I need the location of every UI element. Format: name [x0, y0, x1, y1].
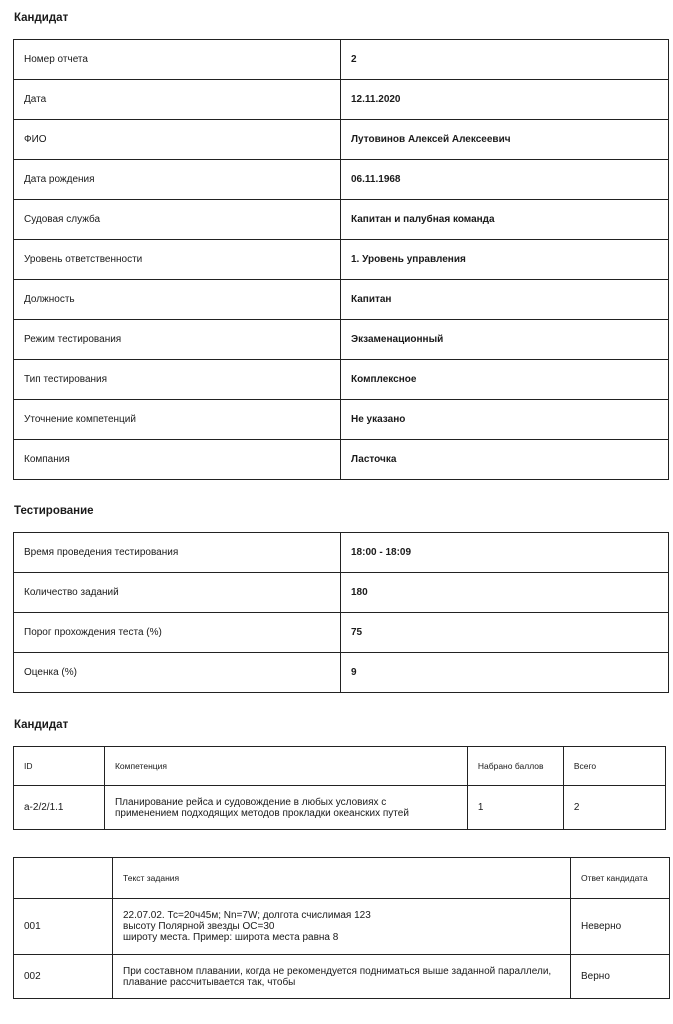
- row-value: 1. Уровень управления: [341, 240, 669, 280]
- table-header-row: [14, 747, 666, 786]
- row-value: 06.11.1968: [341, 160, 669, 200]
- header-answer: Ответ кандидата: [571, 858, 670, 899]
- task-text-line: плавание рассчитывается так, чтобы: [123, 976, 296, 988]
- task-text: [113, 955, 571, 999]
- row-label: Время проведения тестирования: [14, 533, 341, 573]
- competence-score: 1: [467, 786, 563, 830]
- header-task-text: Текст задания: [113, 858, 571, 899]
- task-text-line: широту места. Пример: широта места равна 8: [123, 932, 339, 943]
- table-row: [14, 533, 669, 573]
- row-value: Капитан: [341, 280, 669, 320]
- table-row: [14, 40, 669, 80]
- table-row: [14, 200, 669, 240]
- row-label: Дата рождения: [14, 160, 341, 200]
- row-label: Должность: [14, 280, 341, 320]
- row-label: Уточнение компетенций: [14, 400, 341, 440]
- row-value: 180: [341, 573, 669, 613]
- competence-id: a-2/2/1.1: [14, 786, 105, 830]
- table-row: [14, 955, 670, 999]
- row-value: 18:00 - 18:09: [341, 533, 669, 573]
- row-label: Уровень ответственности: [14, 240, 341, 280]
- row-value: Ласточка: [341, 440, 669, 480]
- task-answer: Верно: [571, 955, 670, 999]
- row-label: Дата: [14, 80, 341, 120]
- row-label: Количество заданий: [14, 573, 341, 613]
- candidate-info-table: [13, 39, 669, 480]
- row-value: 9: [341, 653, 669, 693]
- table-row: [14, 240, 669, 280]
- competence-total: 2: [563, 786, 665, 830]
- row-label: Режим тестирования: [14, 320, 341, 360]
- header-competence: Компетенция: [104, 747, 467, 786]
- row-label: ФИО: [14, 120, 341, 160]
- row-label: Компания: [14, 440, 341, 480]
- task-number: 001: [14, 899, 113, 955]
- row-value: Комплексное: [341, 360, 669, 400]
- row-label: Оценка (%): [14, 653, 341, 693]
- competences-section-title: Кандидат: [14, 719, 69, 731]
- table-row: [14, 80, 669, 120]
- testing-section-title: Тестирование: [14, 505, 94, 517]
- competences-table: [13, 746, 666, 830]
- competence-line: применением подходящих методов прокладки океанских путей: [114, 807, 409, 819]
- row-value: 75: [341, 613, 669, 653]
- table-row: [14, 280, 669, 320]
- table-row: [14, 160, 669, 200]
- competence-line: Планирование рейса и судовождение в любых условиях с: [114, 796, 387, 808]
- row-label: Тип тестирования: [14, 360, 341, 400]
- task-text-line: высоту Полярной звезды ОС=30: [123, 921, 275, 932]
- task-text-line: При составном плавании, когда не рекомендуется подниматься выше заданной параллели,: [123, 965, 552, 977]
- task-number: 002: [14, 955, 113, 999]
- row-label: Номер отчета: [14, 40, 341, 80]
- header-score: Набрано баллов: [467, 747, 563, 786]
- table-row: [14, 899, 670, 955]
- task-text-line: 22.07.02. Тс=20ч45м; Nn=7W; долгота счислимая 123: [123, 910, 371, 921]
- table-row: [14, 320, 669, 360]
- table-row: [14, 400, 669, 440]
- header-number: [14, 858, 113, 899]
- row-value: Лутовинов Алексей Алексеевич: [341, 120, 669, 160]
- task-text: [113, 899, 571, 955]
- row-value: Экзаменационный: [341, 320, 669, 360]
- table-row: [14, 786, 666, 830]
- testing-info-table: [13, 532, 669, 693]
- row-value: 12.11.2020: [341, 80, 669, 120]
- table-row: [14, 573, 669, 613]
- row-value: Капитан и палубная команда: [341, 200, 669, 240]
- table-header-row: [14, 858, 670, 899]
- header-id: ID: [14, 747, 105, 786]
- header-total: Всего: [563, 747, 665, 786]
- row-label: Судовая служба: [14, 200, 341, 240]
- competence-description: [104, 786, 467, 830]
- table-row: [14, 613, 669, 653]
- candidate-section-title: Кандидат: [14, 12, 69, 24]
- row-value: Не указано: [341, 400, 669, 440]
- tasks-table: [13, 857, 670, 999]
- table-row: [14, 440, 669, 480]
- table-row: [14, 120, 669, 160]
- task-answer: Неверно: [571, 899, 670, 955]
- row-label: Порог прохождения теста (%): [14, 613, 341, 653]
- table-row: [14, 653, 669, 693]
- table-row: [14, 360, 669, 400]
- row-value: 2: [341, 40, 669, 80]
